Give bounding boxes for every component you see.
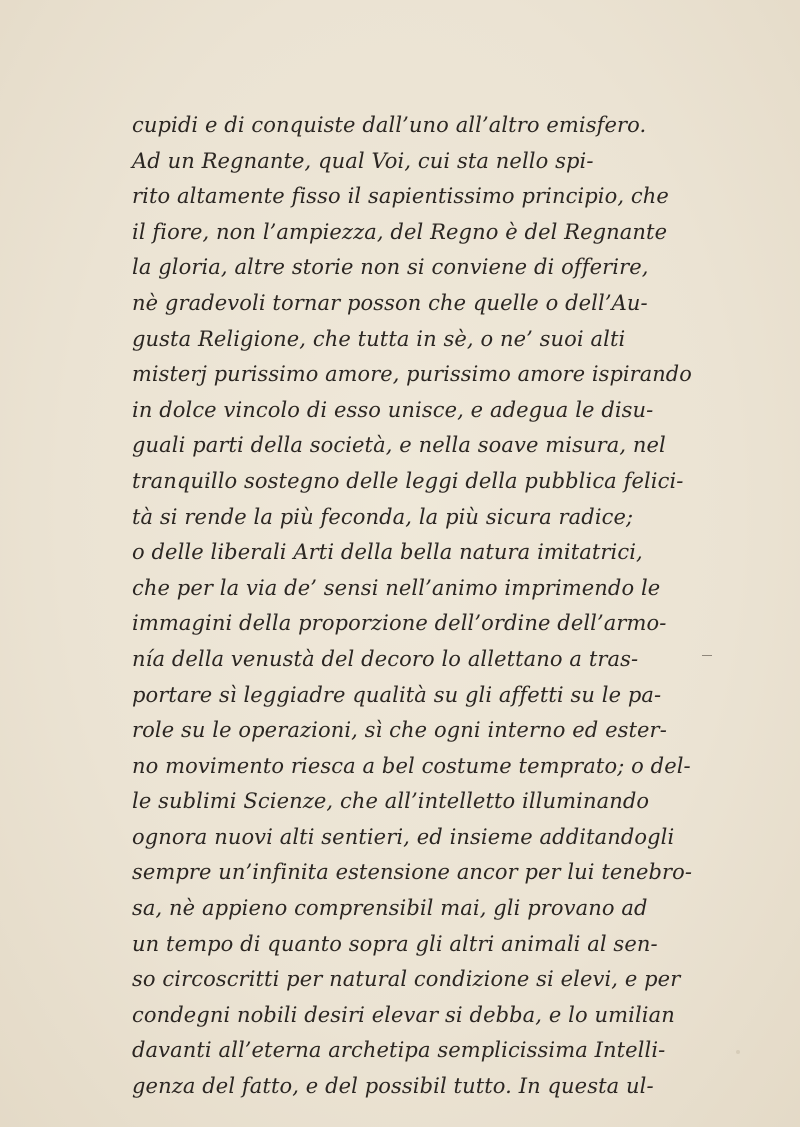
- text-line: rito altamente fisso il sapientissimo principio, che: [132, 184, 669, 209]
- text-line: la gloria, altre storie non si conviene di offerire,: [132, 255, 649, 280]
- text-line: misterj purissimo amore, purissimo amore ispirando: [132, 362, 692, 387]
- text-line: il fiore, non l’ampiezza, del Regno è del Regnante: [132, 219, 668, 244]
- body-text: [132, 108, 692, 1105]
- text-line: un tempo di quanto sopra gli altri animali al sen-: [132, 931, 658, 956]
- text-line: genza del fatto, e del possibil tutto. In questa ul-: [132, 1074, 654, 1099]
- margin-mark: [702, 655, 712, 656]
- text-line: cupidi e di conquiste dall’uno all’altro emisfero.: [132, 113, 647, 137]
- paper-spot: [736, 1050, 740, 1054]
- text-line: tranquillo sostegno delle leggi della pubblica felici-: [132, 468, 684, 493]
- text-line: o delle liberali Arti della bella natura imitatrici,: [132, 540, 643, 565]
- text-line: tà si rende la più feconda, la più sicura radice;: [132, 504, 634, 529]
- text-line: sempre un’infinita estensione ancor per lui tenebro-: [132, 860, 693, 885]
- text-line: sa, nè appieno comprensibil mai, gli provano ad: [132, 896, 648, 921]
- text-line: portare sì leggiadre qualità su gli affetti su le pa-: [132, 682, 662, 707]
- text-line: che per la via de’ sensi nell’animo imprimendo le: [132, 575, 661, 600]
- text-line: role su le operazioni, sì che ogni interno ed ester-: [132, 718, 667, 743]
- text-line: no movimento riesca a bel costume temprato; o del-: [132, 753, 691, 778]
- text-line: davanti all’eterna archetipa semplicissima Intelli-: [132, 1038, 666, 1063]
- text-line: gusta Religione, che tutta in sè, o ne’ suoi alti: [132, 326, 626, 351]
- text-line: condegni nobili desiri elevar si debba, e lo umilian: [132, 1002, 675, 1027]
- text-line: nía della venustà del decoro lo allettano a tras-: [132, 646, 639, 671]
- text-line: Ad un Regnante, qual Voi, cui sta nello spi-: [132, 148, 594, 173]
- text-line: guali parti della società, e nella soave misura, nel: [132, 433, 666, 458]
- text-line: immagini della proporzione dell’ordine dell’armo-: [132, 611, 667, 636]
- text-line: nè gradevoli tornar posson che quelle o dell’Au-: [132, 290, 648, 315]
- text-line: so circoscritti per natural condizione si elevi, e per: [132, 967, 681, 992]
- text-line: ognora nuovi alti sentieri, ed insieme additandogli: [132, 824, 675, 849]
- text-line: in dolce vincolo di esso unisce, e adegua le disu-: [132, 397, 654, 422]
- text-line: le sublimi Scienze, che all’intelletto illuminando: [132, 789, 650, 814]
